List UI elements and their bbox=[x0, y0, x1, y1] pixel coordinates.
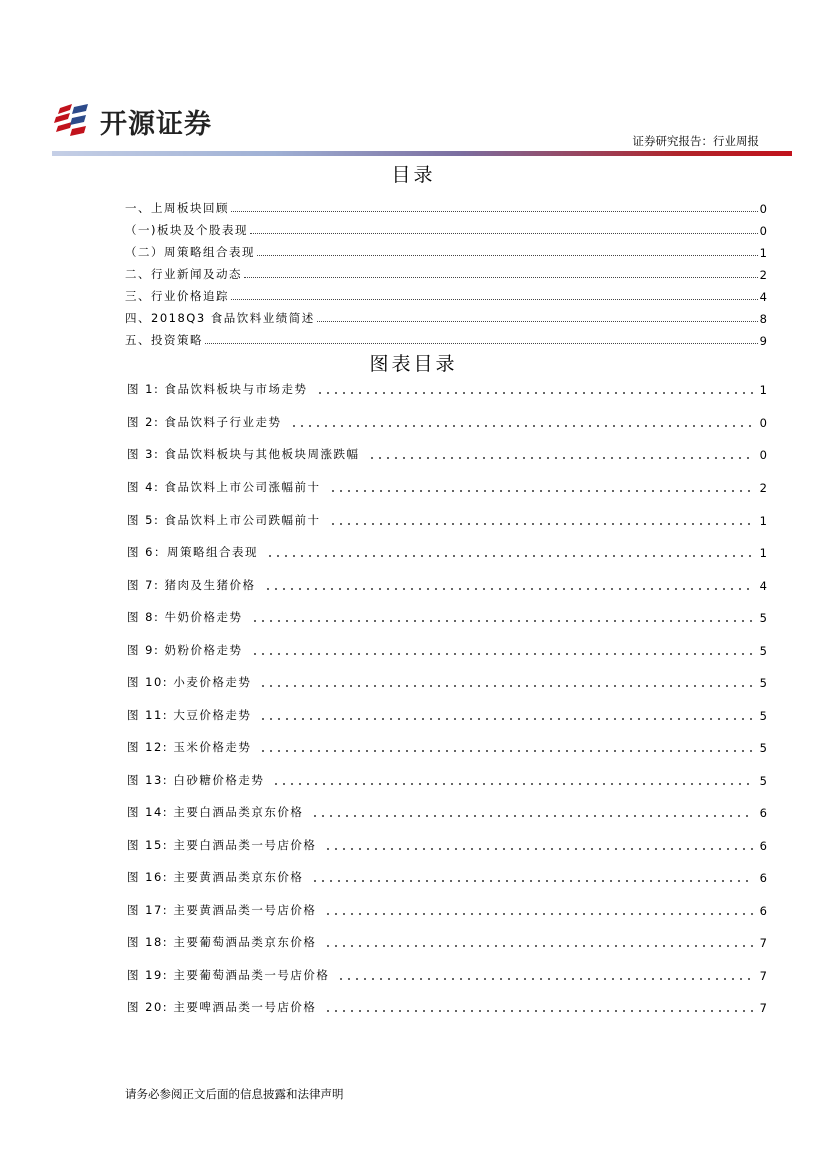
toc-item[interactable] bbox=[125, 286, 767, 304]
figure-item[interactable] bbox=[127, 770, 767, 788]
figure-item[interactable] bbox=[127, 542, 767, 560]
report-type-label: 证券研究报告：行业周报 bbox=[632, 134, 759, 148]
figure-item-label: 图 17: 主要黄酒品类一号店价格 bbox=[127, 903, 317, 917]
company-logo bbox=[52, 104, 212, 138]
toc-item[interactable] bbox=[125, 330, 767, 348]
figure-item-page: 7 bbox=[759, 1001, 767, 1015]
leader-dots bbox=[311, 880, 753, 882]
leader-dots bbox=[324, 848, 753, 850]
header-divider bbox=[52, 151, 792, 156]
figure-item-label: 图 9: 奶粉价格走势 bbox=[127, 643, 243, 657]
figure-item[interactable] bbox=[127, 737, 767, 755]
figure-item-page: 6 bbox=[759, 839, 767, 853]
figure-item[interactable] bbox=[127, 672, 767, 690]
leader-dots bbox=[337, 978, 753, 980]
figure-item[interactable] bbox=[127, 575, 767, 593]
toc-item-page: 0 bbox=[759, 202, 767, 216]
figure-item-page: 5 bbox=[759, 709, 767, 723]
toc-item-page: 0 bbox=[759, 224, 767, 238]
figure-item[interactable] bbox=[127, 412, 767, 430]
leader-dots bbox=[251, 653, 754, 655]
figures-title: 图表目录 bbox=[369, 353, 458, 375]
leader-dots bbox=[251, 620, 754, 622]
figure-item-page: 5 bbox=[759, 676, 767, 690]
figure-item-page: 6 bbox=[759, 871, 767, 885]
toc-title: 目录 bbox=[391, 164, 436, 186]
figure-item-label: 图 8: 牛奶价格走势 bbox=[127, 610, 243, 624]
figure-item[interactable] bbox=[127, 477, 767, 495]
footer-disclaimer: 请务必参阅正文后面的信息披露和法律声明 bbox=[125, 1087, 344, 1101]
toc-item-label: （一)板块及个股表现 bbox=[125, 223, 248, 237]
toc-item-label: 二、行业新闻及动态 bbox=[125, 267, 242, 281]
toc-item-label: 三、行业价格追踪 bbox=[125, 289, 229, 303]
figure-item-page: 5 bbox=[759, 644, 767, 658]
figure-item-label: 图 4: 食品饮料上市公司涨幅前十 bbox=[127, 480, 321, 494]
figure-item[interactable] bbox=[127, 900, 767, 918]
figure-item-label: 图 12: 玉米价格走势 bbox=[127, 740, 252, 754]
leader-dots bbox=[266, 555, 754, 557]
figure-item[interactable] bbox=[127, 640, 767, 658]
figure-item-label: 图 10: 小麦价格走势 bbox=[127, 675, 252, 689]
figure-item-page: 5 bbox=[759, 774, 767, 788]
figure-item[interactable] bbox=[127, 444, 767, 462]
figure-item-label: 图 3: 食品饮料板块与其他板块周涨跌幅 bbox=[127, 447, 360, 461]
toc-item-label: 四、2018Q3 食品饮料业绩简述 bbox=[125, 311, 315, 325]
figure-item[interactable] bbox=[127, 867, 767, 885]
leader-dots bbox=[259, 750, 753, 752]
figure-item-label: 图 11: 大豆价格走势 bbox=[127, 708, 252, 722]
leader-dots bbox=[311, 815, 753, 817]
leader-dots bbox=[244, 276, 758, 278]
leader-dots bbox=[205, 342, 758, 344]
figure-item[interactable] bbox=[127, 932, 767, 950]
figure-item[interactable] bbox=[127, 607, 767, 625]
figure-item[interactable] bbox=[127, 997, 767, 1015]
figure-item-label: 图 1: 食品饮料板块与市场走势 bbox=[127, 382, 308, 396]
kaiyuan-logo-icon bbox=[52, 104, 96, 138]
leader-dots bbox=[259, 685, 753, 687]
toc-item-label: （二）周策略组合表现 bbox=[125, 245, 255, 259]
leader-dots bbox=[231, 210, 758, 212]
leader-dots bbox=[259, 718, 753, 720]
figure-item-page: 0 bbox=[759, 416, 767, 430]
toc-item[interactable] bbox=[125, 264, 767, 282]
toc-item-page: 2 bbox=[759, 268, 767, 282]
figure-item-label: 图 18: 主要葡萄酒品类京东价格 bbox=[127, 935, 317, 949]
figure-item-label: 图 16: 主要黄酒品类京东价格 bbox=[127, 870, 304, 884]
figure-item-label: 图 20: 主要啤酒品类一号店价格 bbox=[127, 1000, 317, 1014]
leader-dots bbox=[316, 392, 754, 394]
figure-item-page: 1 bbox=[759, 383, 767, 397]
leader-dots bbox=[272, 783, 753, 785]
figure-item[interactable] bbox=[127, 802, 767, 820]
leader-dots bbox=[290, 425, 754, 427]
toc-item-label: 五、投资策略 bbox=[125, 333, 203, 347]
figure-item-page: 2 bbox=[759, 481, 767, 495]
toc-item[interactable] bbox=[125, 220, 767, 238]
figure-item-page: 4 bbox=[759, 579, 767, 593]
figure-item-page: 6 bbox=[759, 806, 767, 820]
leader-dots bbox=[231, 298, 758, 300]
figure-item[interactable] bbox=[127, 965, 767, 983]
figure-item[interactable] bbox=[127, 379, 767, 397]
figure-item-page: 6 bbox=[759, 904, 767, 918]
figure-item-label: 图 13: 白砂糖价格走势 bbox=[127, 773, 265, 787]
toc-item-page: 9 bbox=[759, 334, 767, 348]
toc-item-page: 4 bbox=[759, 290, 767, 304]
logo-text: 开源证券 bbox=[100, 108, 212, 140]
leader-dots bbox=[264, 588, 754, 590]
toc-item[interactable] bbox=[125, 198, 767, 216]
figure-item-label: 图 14: 主要白酒品类京东价格 bbox=[127, 805, 304, 819]
toc-item-label: 一、上周板块回顾 bbox=[125, 201, 229, 215]
toc-item[interactable] bbox=[125, 242, 767, 260]
figure-item-page: 1 bbox=[759, 546, 767, 560]
figure-item-label: 图 2: 食品饮料子行业走势 bbox=[127, 415, 282, 429]
leader-dots bbox=[329, 490, 754, 492]
figure-item-page: 7 bbox=[759, 969, 767, 983]
leader-dots bbox=[324, 1010, 753, 1012]
figure-item-page: 5 bbox=[759, 741, 767, 755]
leader-dots bbox=[324, 913, 753, 915]
figure-item-label: 图 19: 主要葡萄酒品类一号店价格 bbox=[127, 968, 330, 982]
figure-item-page: 7 bbox=[759, 936, 767, 950]
leader-dots bbox=[368, 457, 754, 459]
leader-dots bbox=[257, 254, 758, 256]
figure-item-page: 1 bbox=[759, 514, 767, 528]
figure-item-page: 0 bbox=[759, 448, 767, 462]
figure-item[interactable] bbox=[127, 510, 767, 528]
leader-dots bbox=[250, 232, 758, 234]
figure-item[interactable] bbox=[127, 835, 767, 853]
leader-dots bbox=[329, 523, 754, 525]
toc-item-page: 1 bbox=[759, 246, 767, 260]
figure-item-page: 5 bbox=[759, 611, 767, 625]
toc-item-page: 8 bbox=[759, 312, 767, 326]
figure-item[interactable] bbox=[127, 705, 767, 723]
figure-item-label: 图 6：周策略组合表现 bbox=[127, 545, 258, 559]
leader-dots bbox=[324, 945, 753, 947]
figure-item-label: 图 5: 食品饮料上市公司跌幅前十 bbox=[127, 513, 321, 527]
figure-item-label: 图 15: 主要白酒品类一号店价格 bbox=[127, 838, 317, 852]
toc-item[interactable] bbox=[125, 308, 767, 326]
leader-dots bbox=[317, 320, 758, 322]
figure-item-label: 图 7: 猪肉及生猪价格 bbox=[127, 578, 256, 592]
